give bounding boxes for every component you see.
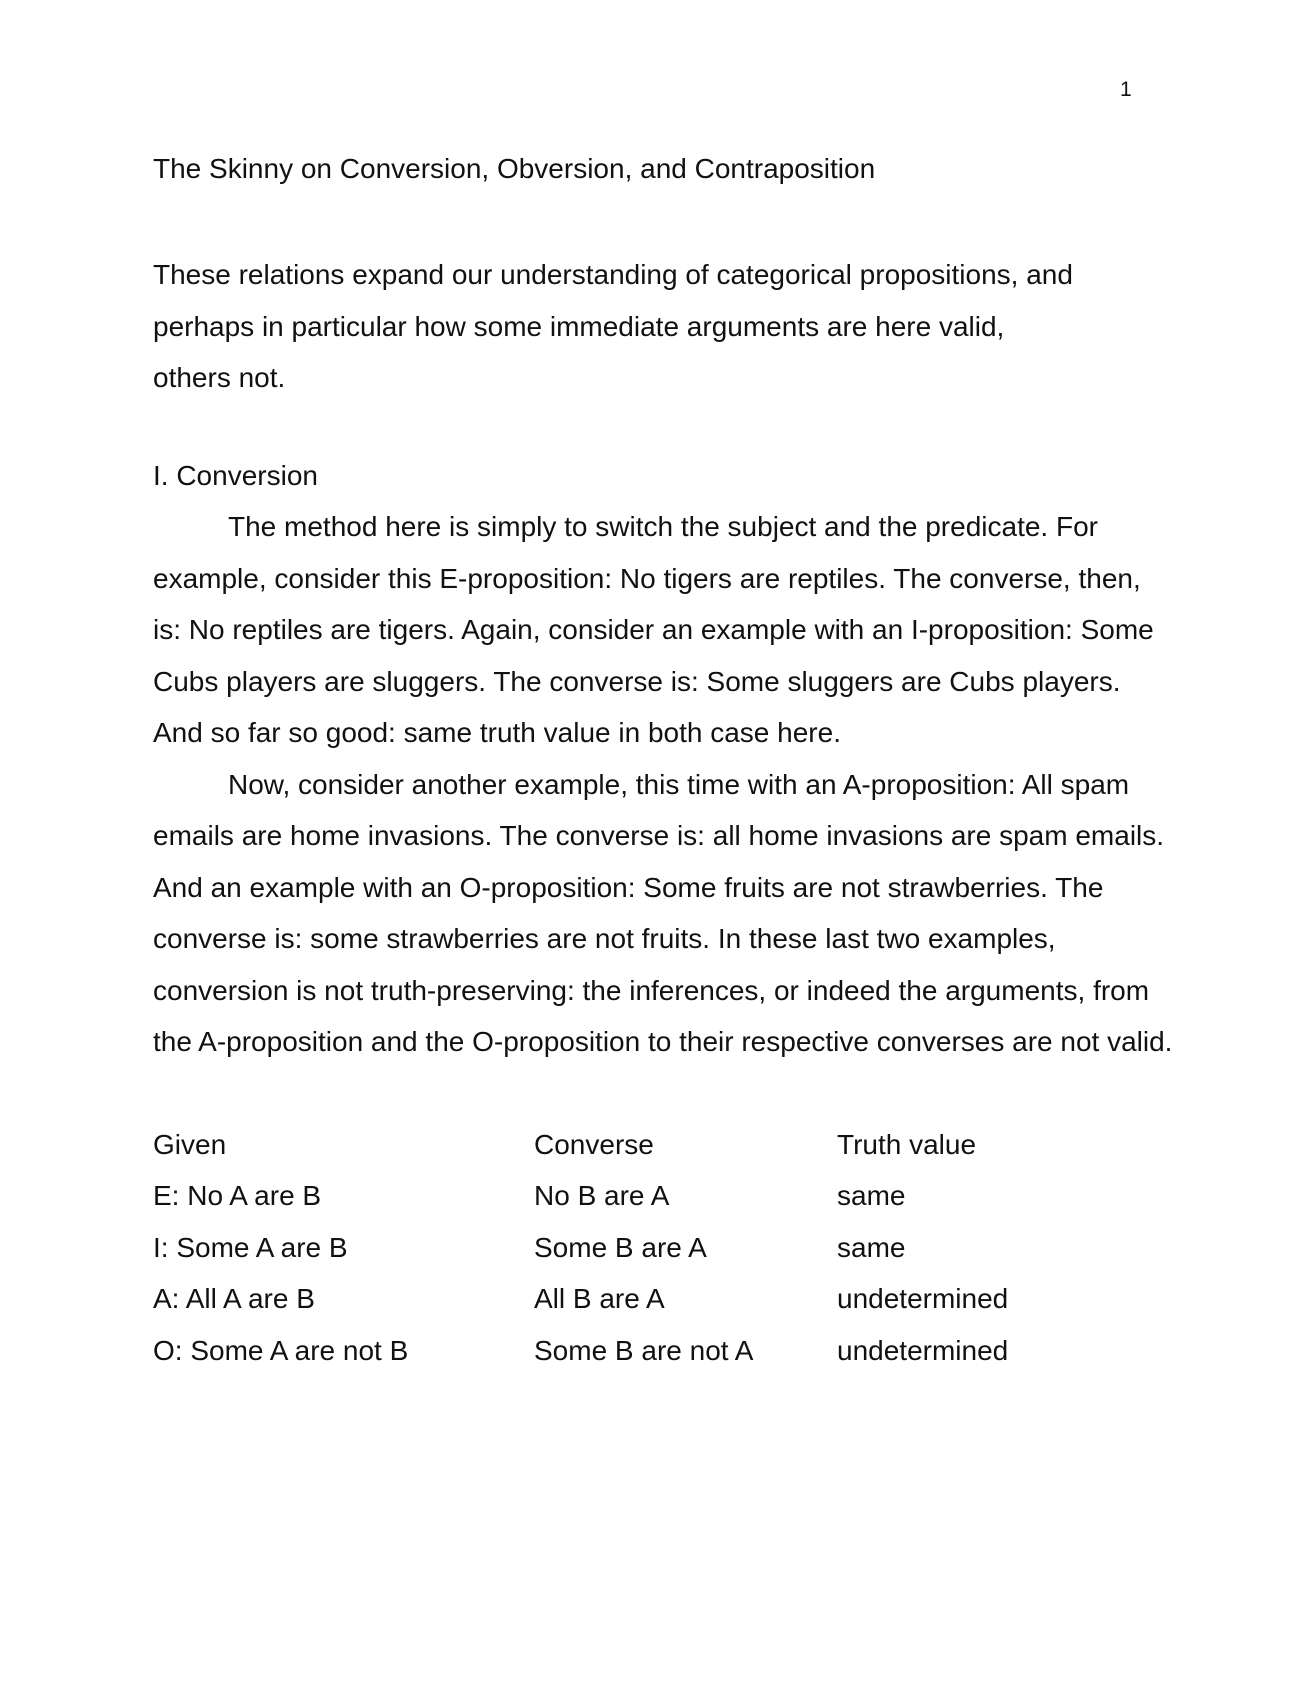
table-row — [153, 1325, 1053, 1377]
header-truth-value: Truth value — [837, 1128, 977, 1160]
cell-truth-value: undetermined — [837, 1283, 1009, 1314]
document-body — [153, 152, 1173, 1376]
cell-given: E: No A are B — [153, 1180, 322, 1211]
document-title: The Skinny on Conversion, Obversion, and Contraposition — [153, 153, 876, 184]
cell-converse: Some B are A — [534, 1231, 707, 1263]
intro-line: perhaps in particular how some immediate arguments are here valid, — [153, 310, 1005, 342]
cell-converse: All B are A — [534, 1283, 665, 1314]
table-row — [153, 1170, 1053, 1222]
table-row — [153, 1273, 1053, 1325]
conversion-paragraph-2: Now, consider another example, this time with an A-proposition: All spam emails are home invasions. The converse is: all home invasions are spam emails. And an example with an O-proposition: Some fruits are not strawberries. The converse is: some strawberries are not fruits. In these last two examples, conversion is not truth-preserving: the inferences, or indeed the arguments, from the A-proposition and the O-proposition to their respective converses are not valid. — [153, 768, 1173, 1057]
table-header-row — [153, 1119, 1053, 1171]
table-row — [153, 1222, 1053, 1274]
header-given: Given — [153, 1128, 227, 1160]
cell-given: O: Some A are not B — [153, 1334, 409, 1366]
section-heading-conversion: I. Conversion — [153, 459, 318, 491]
cell-converse: Some B are not A — [534, 1334, 754, 1366]
cell-truth-value: same — [837, 1231, 906, 1263]
cell-given: A: All A are B — [153, 1283, 315, 1314]
conversion-table — [153, 1119, 1053, 1377]
intro-paragraph — [153, 249, 1173, 404]
intro-line: others not. — [153, 362, 286, 393]
conversion-paragraph-1: The method here is simply to switch the subject and the predicate. For example, consider this E-proposition: No tigers are reptiles. The converse, then, is: No reptiles are tigers. Again, consider an example with an I-proposition: Some Cubs players are sluggers. The converse is: Some sluggers are Cubs players. And so far so good: same truth value in both case here. — [153, 511, 1154, 748]
header-converse: Converse — [534, 1128, 654, 1160]
cell-given: I: Some A are B — [153, 1231, 348, 1263]
cell-truth-value: undetermined — [837, 1334, 1009, 1366]
cell-truth-value: same — [837, 1180, 906, 1211]
cell-converse: No B are A — [534, 1180, 670, 1211]
intro-line: These relations expand our understanding of categorical propositions, and — [153, 259, 1073, 290]
page-number: 1 — [1120, 78, 1132, 101]
